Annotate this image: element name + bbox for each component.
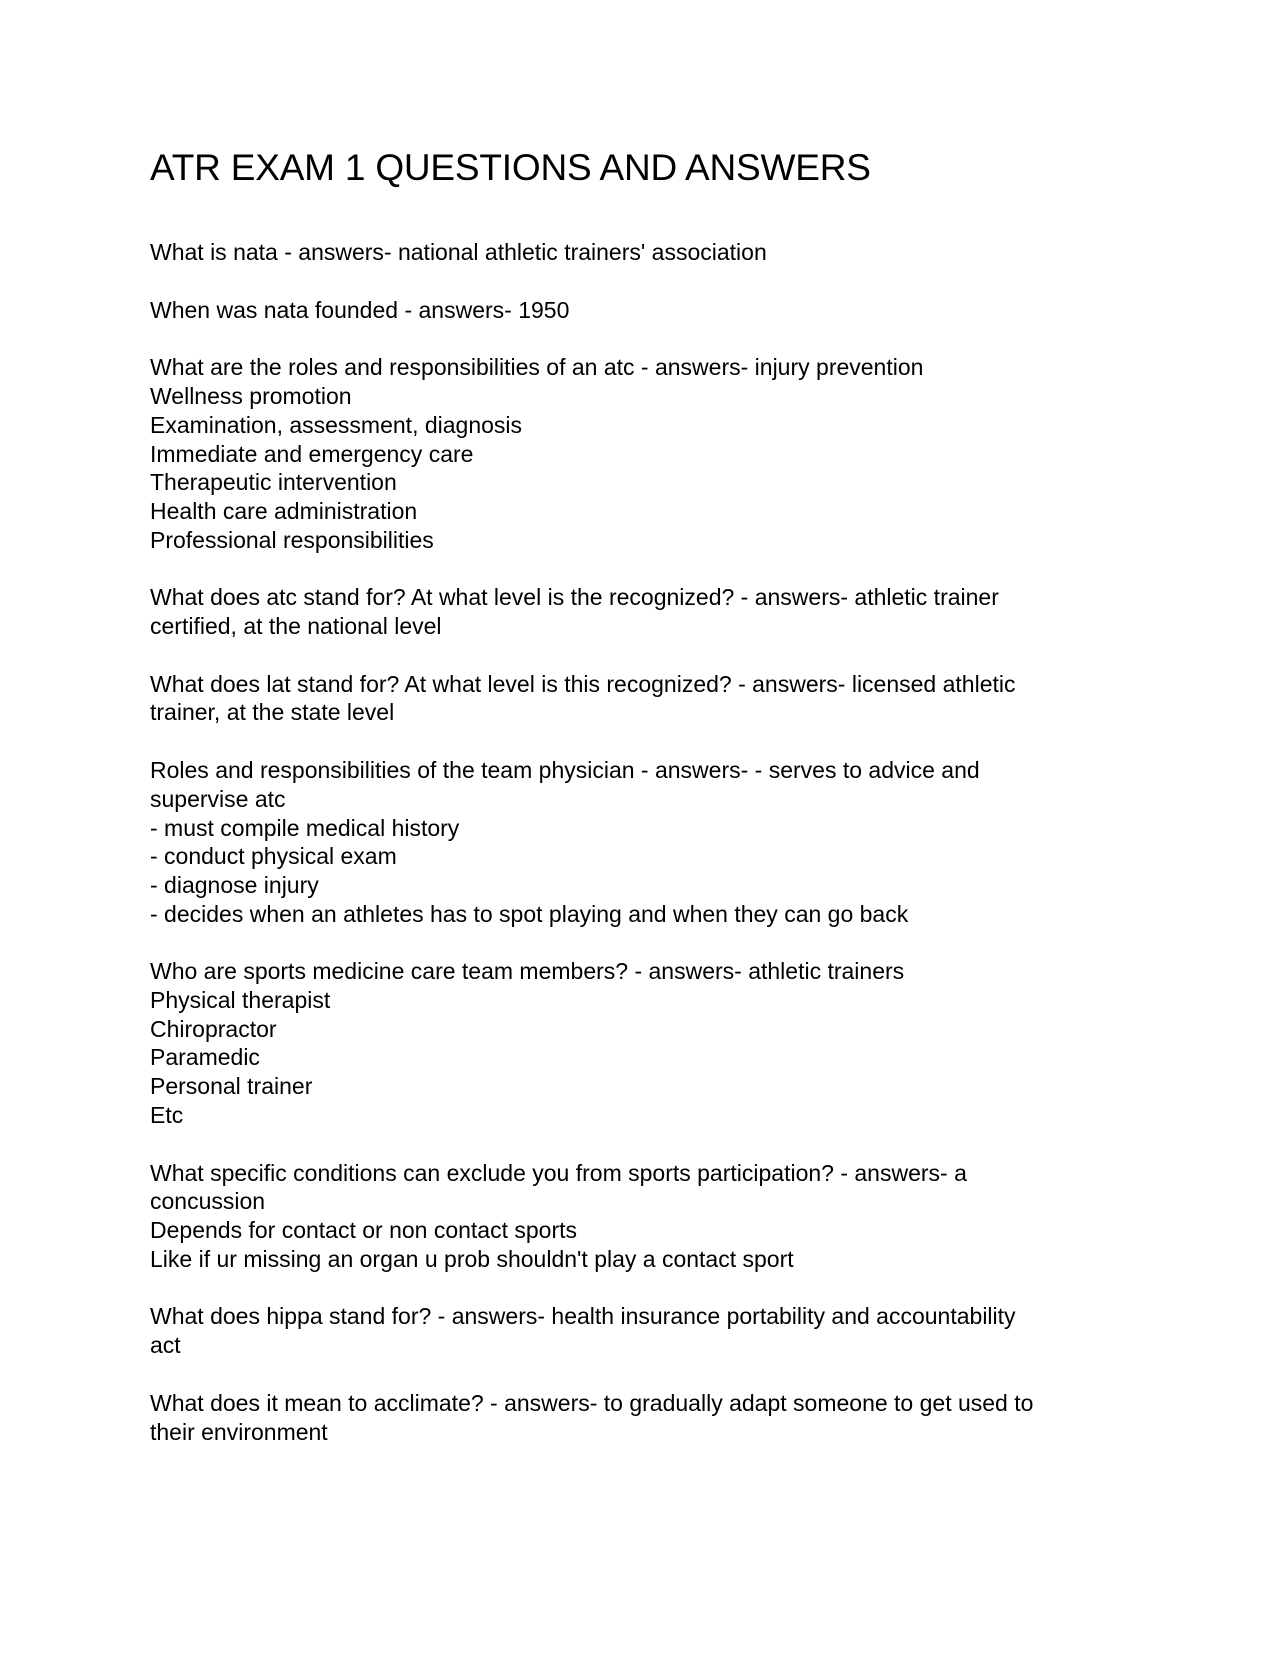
document-title: ATR EXAM 1 QUESTIONS AND ANSWERS (150, 147, 871, 188)
qa-line: What does it mean to acclimate? - answers- to gradually adapt someone to get used to (150, 1389, 1034, 1416)
qa-item-10 (150, 1389, 1140, 1446)
qa-item-5 (150, 670, 1140, 727)
qa-line: Health care administration (150, 497, 418, 524)
qa-line: When was nata founded - answers- 1950 (150, 296, 570, 323)
qa-line: - must compile medical history (150, 814, 460, 841)
qa-line: What does atc stand for? At what level is the recognized? - answers- athletic trainer (150, 584, 999, 611)
qa-line: Therapeutic intervention (150, 469, 397, 496)
qa-line: Wellness promotion (150, 383, 352, 410)
qa-list (150, 238, 1140, 1446)
qa-line: Like if ur missing an organ u prob shouldn't play a contact sport (150, 1245, 794, 1272)
qa-item-7 (150, 957, 1140, 1129)
qa-item-9 (150, 1302, 1140, 1359)
qa-line: certified, at the national level (150, 613, 442, 640)
qa-item-8 (150, 1159, 1140, 1274)
qa-line: concussion (150, 1188, 266, 1215)
document-page (150, 146, 1140, 1475)
qa-item-4 (150, 583, 1140, 640)
qa-line: - conduct physical exam (150, 843, 397, 870)
qa-item-6 (150, 756, 1140, 928)
qa-line: What are the roles and responsibilities of an atc - answers- injury prevention (150, 354, 924, 381)
qa-line: act (150, 1332, 181, 1359)
qa-line: Who are sports medicine care team members? - answers- athletic trainers (150, 958, 905, 985)
qa-line: their environment (150, 1418, 328, 1445)
qa-line: Depends for contact or non contact sports (150, 1216, 578, 1243)
qa-line: supervise atc (150, 785, 286, 812)
qa-item-3 (150, 353, 1140, 554)
qa-line: Etc (150, 1101, 184, 1128)
qa-line: Physical therapist (150, 987, 331, 1014)
qa-line: Paramedic (150, 1044, 260, 1071)
qa-line: What does lat stand for? At what level is this recognized? - answers- licensed athletic (150, 670, 1016, 697)
qa-line: What specific conditions can exclude you from sports participation? - answers- a (150, 1159, 967, 1186)
qa-line: Immediate and emergency care (150, 440, 474, 467)
qa-item-1 (150, 238, 1140, 267)
qa-item-2 (150, 296, 1140, 325)
qa-line: What is nata - answers- national athletic trainers' association (150, 239, 767, 265)
qa-line: Chiropractor (150, 1015, 277, 1042)
qa-line: Examination, assessment, diagnosis (150, 411, 523, 438)
qa-line: Roles and responsibilities of the team physician - answers- - serves to advice and (150, 757, 980, 784)
qa-line: Professional responsibilities (150, 526, 434, 553)
qa-line: - diagnose injury (150, 871, 319, 898)
qa-line: trainer, at the state level (150, 699, 395, 726)
qa-line: Personal trainer (150, 1073, 313, 1100)
qa-line: What does hippa stand for? - answers- health insurance portability and accountability (150, 1303, 1016, 1330)
qa-line: - decides when an athletes has to spot playing and when they can go back (150, 900, 909, 927)
